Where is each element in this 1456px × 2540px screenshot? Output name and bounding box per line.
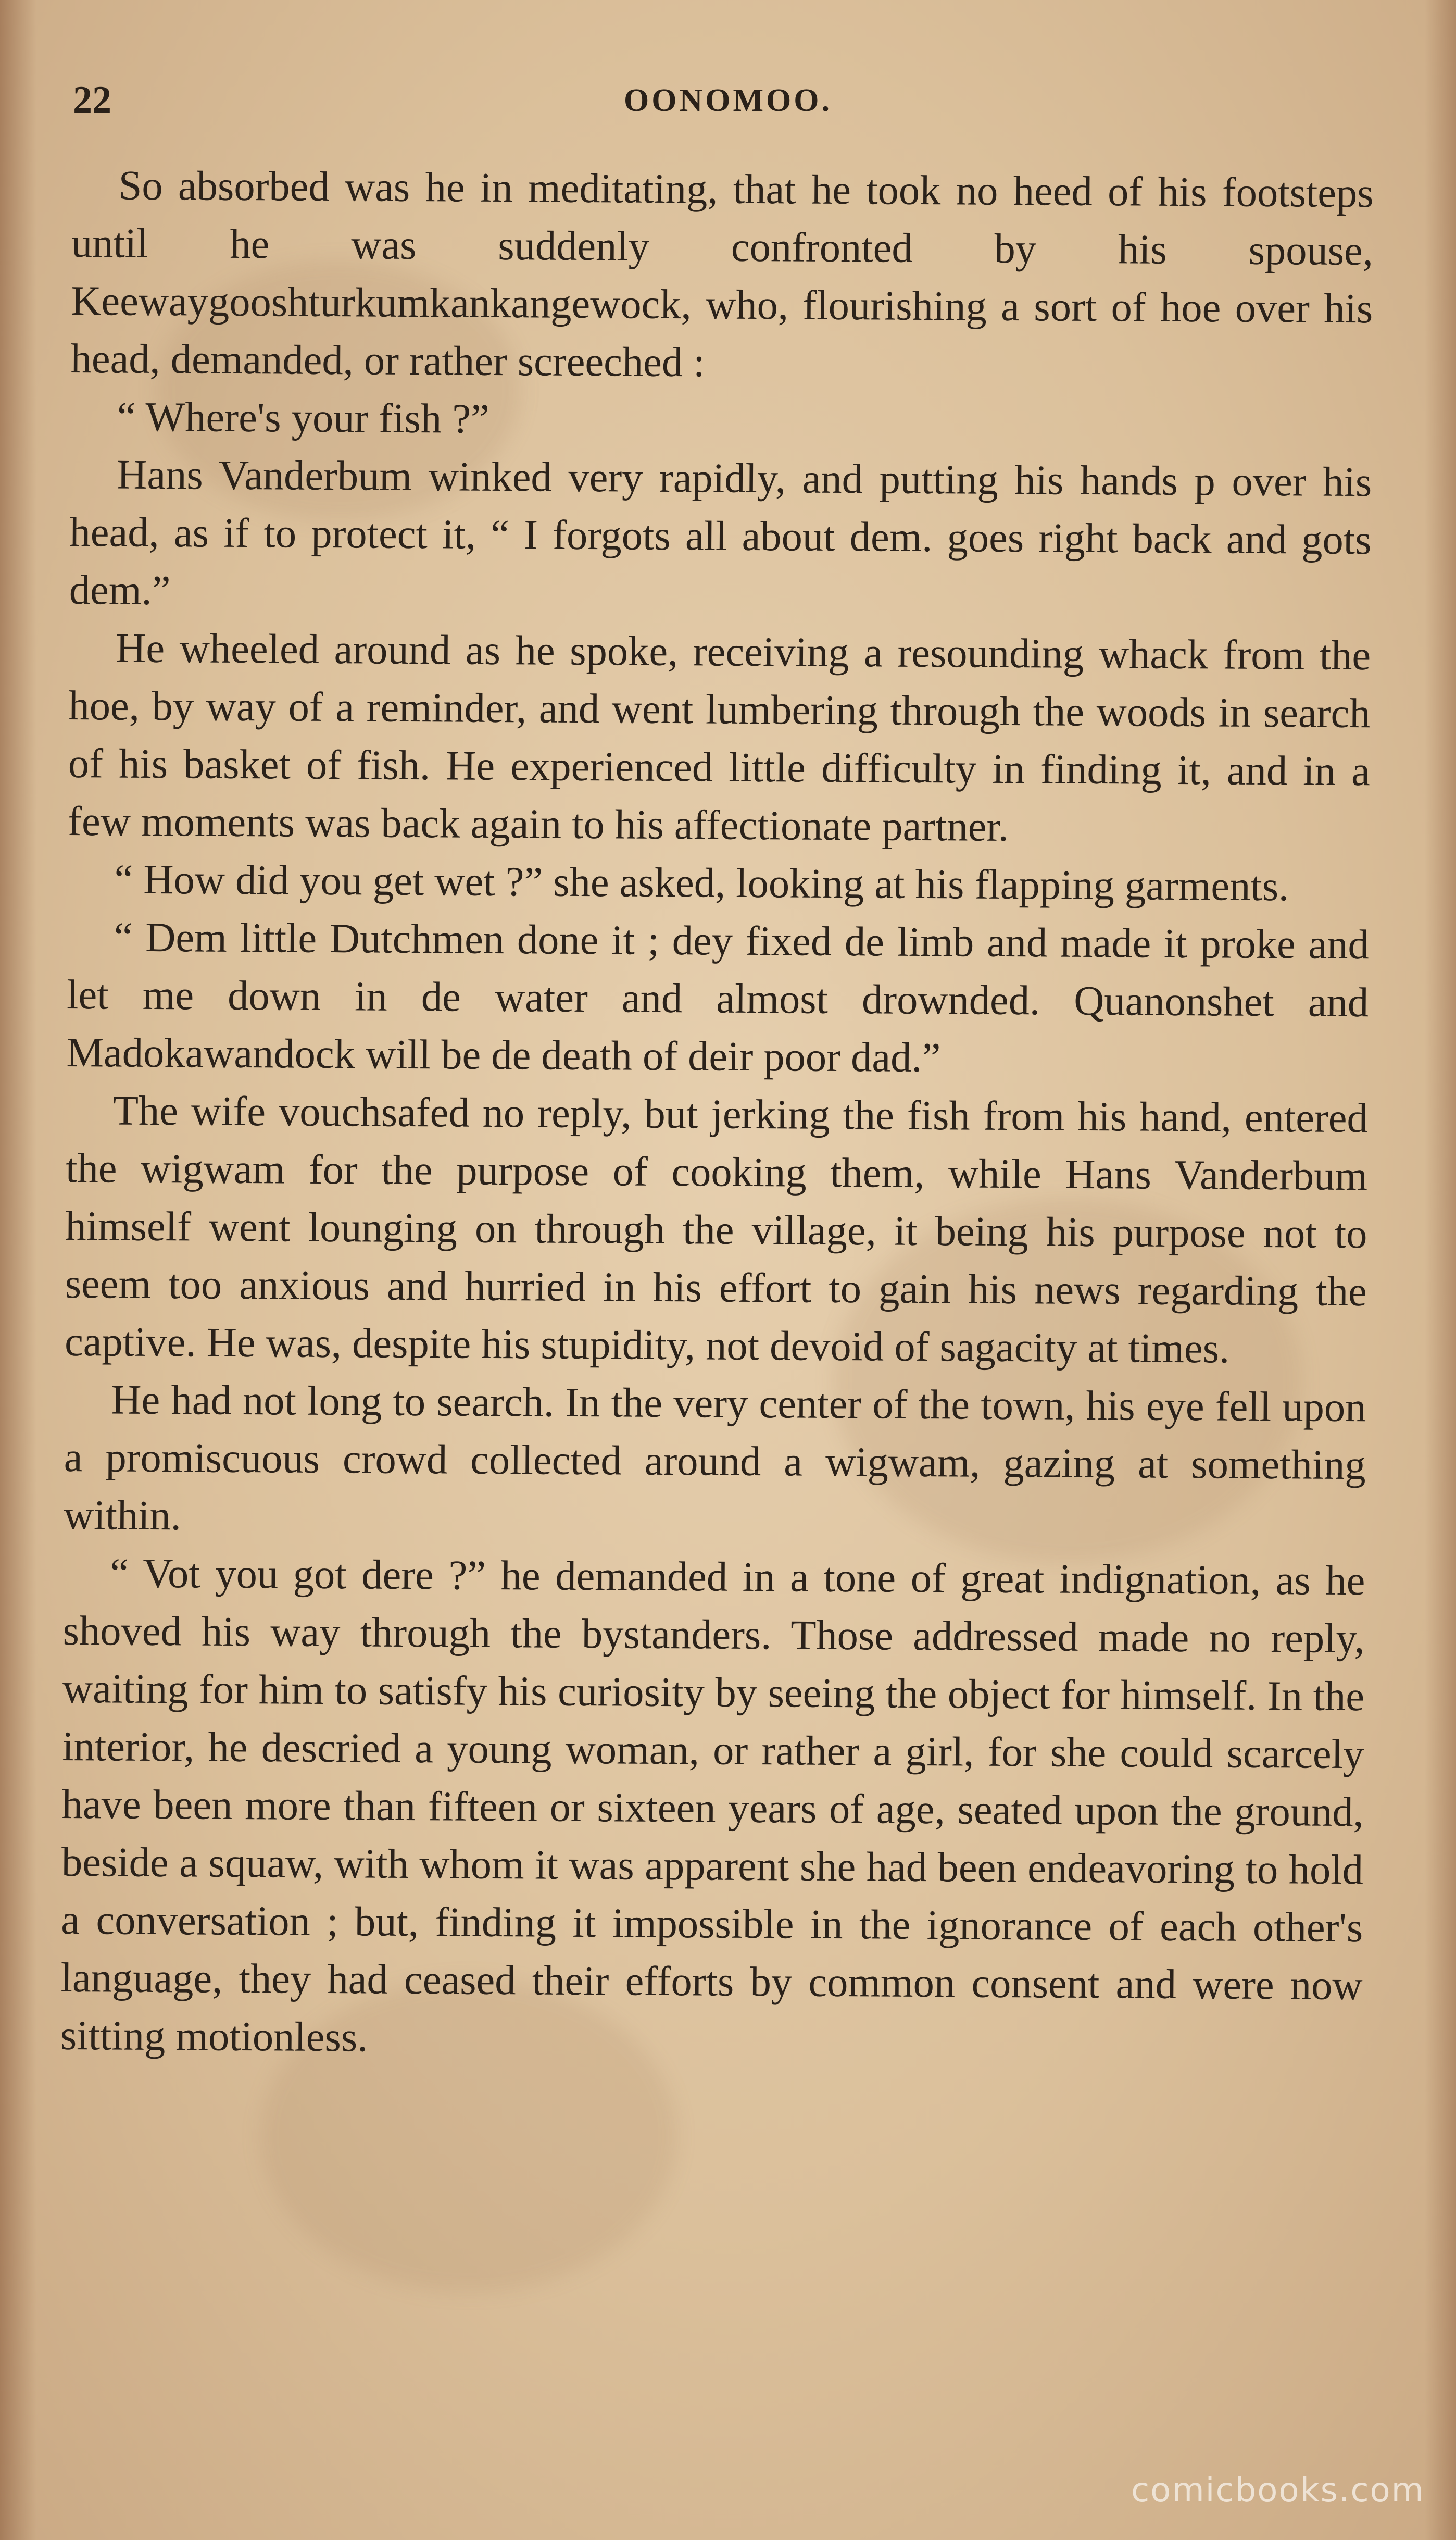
page-header xyxy=(73,78,1383,125)
watermark: comicbooks.com xyxy=(1131,2471,1425,2510)
paragraph: The wife vouchsafed no reply, but jerking the fish from his hand, entered the wigwam for the purpose of cooking them, while Hans Vanderbum himself went lounging on through the village, it being his purpose not to seem too anxious and hurried in his effort to gain his news regarding the captive. He was, despite his stupidity, not devoid of sagacity at times. xyxy=(64,1087,1369,1372)
paragraph: “ Dem little Dutchmen done it ; dey fixed de limb and made it proke and let me down in de water and almost drownded. Quanonshet and Madokawandock will be de death of deir poor dad.” xyxy=(66,914,1370,1081)
page-number: 22 xyxy=(73,79,111,121)
paragraph: He had not long to search. In the very center of the town, his eye fell upon a promiscuous crowd collected around a wigwam, gazing at something within. xyxy=(63,1376,1366,1539)
paragraph: “ Where's your fish ?” xyxy=(117,393,490,442)
page-edge-shadow-left xyxy=(0,0,36,2540)
page-edge-shadow-right xyxy=(1425,0,1456,2540)
running-head: OONOMOO. xyxy=(624,83,832,118)
body-text xyxy=(60,156,1374,2072)
paragraph: “ How did you get wet ?” she asked, looking at his flapping garments. xyxy=(114,856,1289,910)
paragraph: He wheeled around as he spoke, receiving a resounding whack from the hoe, by way of a reminder, and went lumbering through the woods in search of his basket of fish. He experienced little difficulty in finding it, and in a few moments was back again to his affectionate partner. xyxy=(67,625,1371,851)
paragraph: So absorbed was he in meditating, that he took no heed of his footsteps until he was suddenly confronted by his spouse, Keewaygooshturkumkankangewock, who, flourishing a sort of hoe over his head, demanded, or rather screeched : xyxy=(70,162,1374,386)
paragraph: “ Vot you got dere ?” he demanded in a tone of great indignation, as he shoved his way through the bystanders. Those addressed made no reply, waiting for him to satisfy his curiosity by seeing the object for himself. In the interior, he descried a young woman, or rather a girl, for she could scarcely have been more than fifteen or sixteen years of age, seated upon the ground, beside a squaw, with whom it was apparent she had been endeavoring to hold a conversation ; but, finding it impossible in the ignorance of each other's language, they had ceased their efforts by common consent and were now sitting motionless. xyxy=(60,1550,1365,2061)
paragraph: Hans Vanderbum winked very rapidly, and putting his hands p over his head, as if to protect it, “ I forgots all about dem. goes right back and gots dem.” xyxy=(69,451,1372,614)
